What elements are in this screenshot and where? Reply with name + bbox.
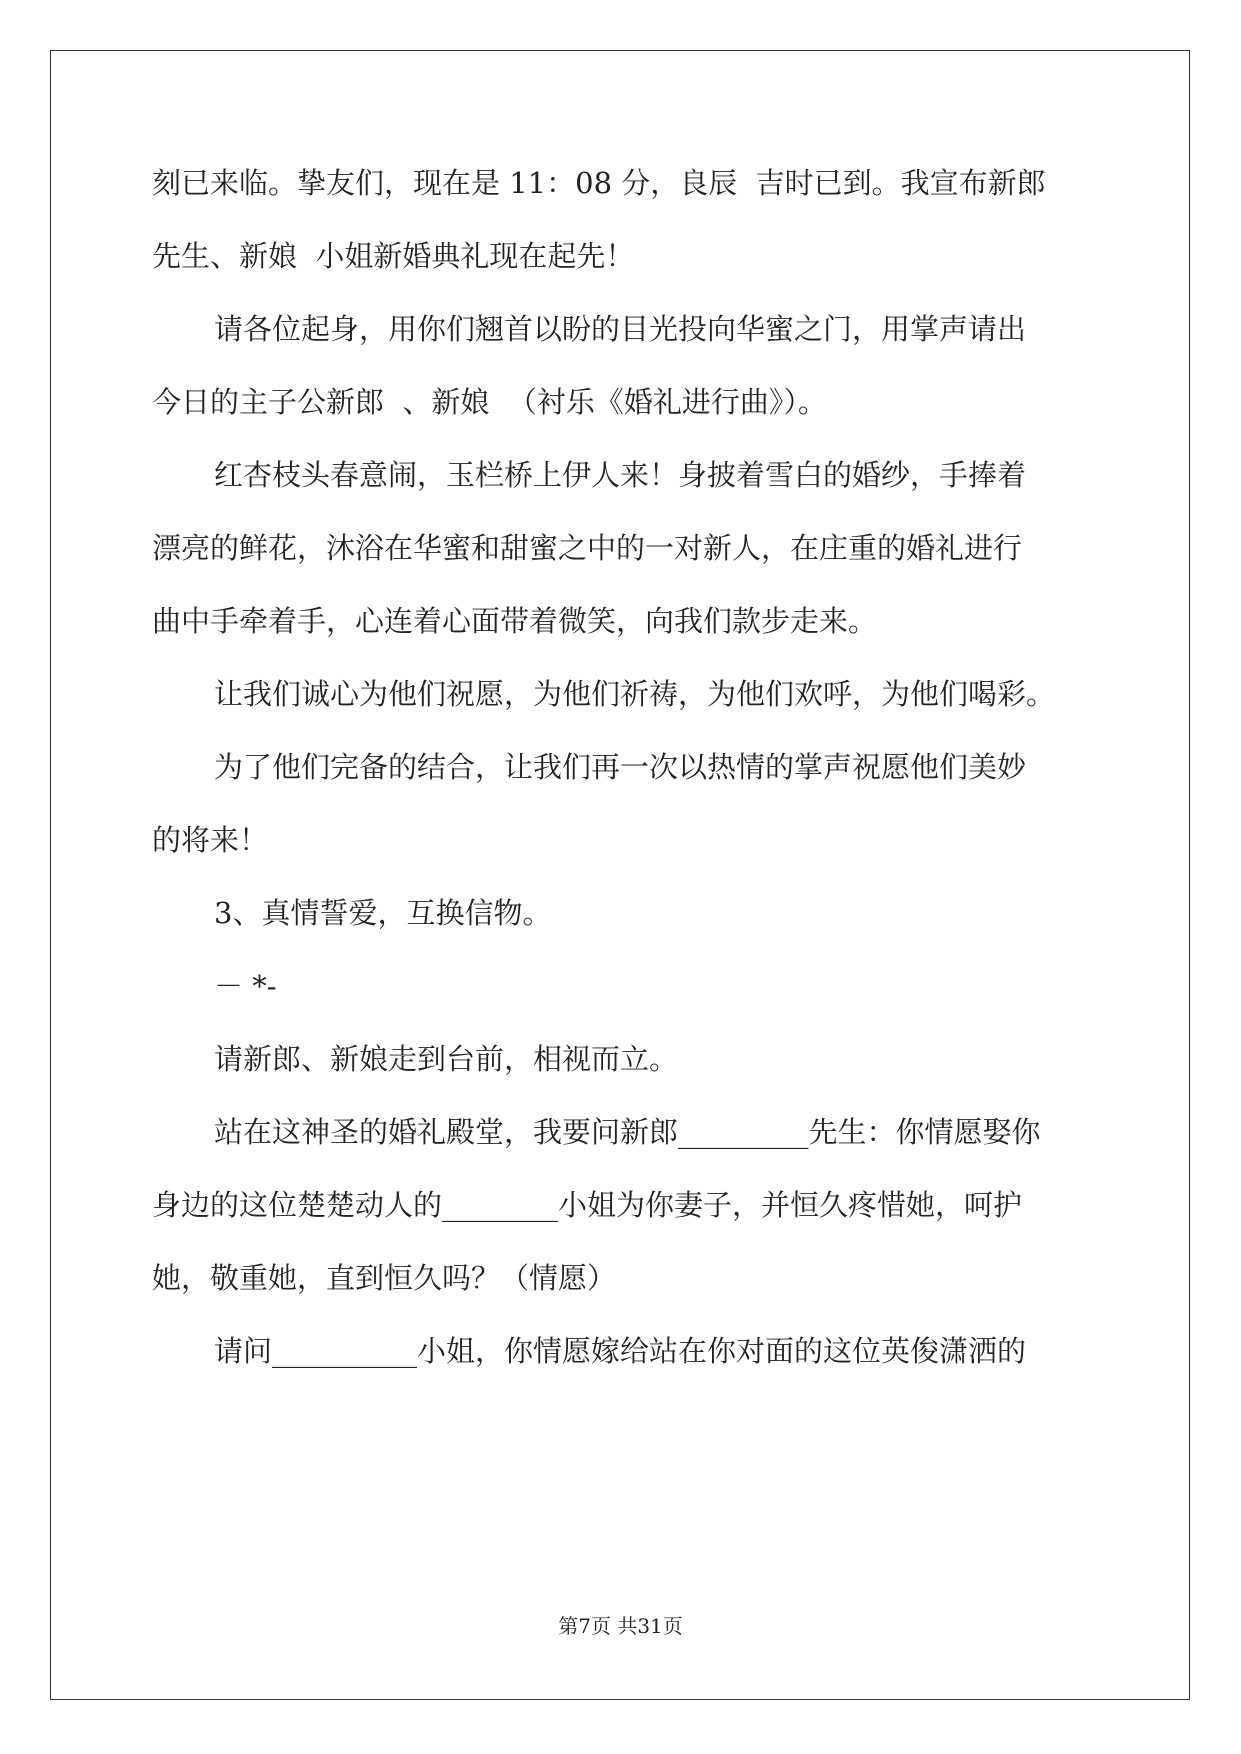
paragraph-line-8: 让我们诚心为他们祝愿，为他们祈祷，为他们欢呼，为他们喝彩。 xyxy=(214,677,1056,711)
section-heading: 3、真情誓爱，互换信物。 xyxy=(214,896,552,930)
page-border xyxy=(50,50,1190,1700)
text-line-4: 今日的主子公新郎 、新娘 （衬乐《婚礼进行曲》）。 xyxy=(152,385,827,419)
paragraph-line-3: 请各位起身，用你们翘首以盼的目光投向华蜜之门，用掌声请出 xyxy=(214,312,1027,346)
separator-mark: － *- xyxy=(214,969,277,1003)
paragraph-line-14: 站在这神圣的婚礼殿堂，我要问新郎_________先生：你情愿娶你 xyxy=(214,1115,1041,1149)
paragraph-line-17: 请问__________小姐，你情愿嫁给站在你对面的这位英俊潇洒的 xyxy=(214,1334,1027,1368)
text-line-6: 漂亮的鲜花，沐浴在华蜜和甜蜜之中的一对新人，在庄重的婚礼进行 xyxy=(152,531,1023,565)
text-line-15: 身边的这位楚楚动人的________小姐为你妻子，并恒久疼惜她，呵护 xyxy=(152,1188,1023,1222)
text-line-16: 她，敬重她，直到恒久吗？（情愿） xyxy=(152,1261,617,1295)
text-line-10: 的将来！ xyxy=(152,823,269,857)
page-number-footer: 第7页 共31页 xyxy=(558,1614,683,1638)
text-line-2: 先生、新娘 小姐新婚典礼现在起先！ xyxy=(152,239,635,273)
paragraph-line-13: 请新郎、新娘走到台前，相视而立。 xyxy=(214,1042,679,1076)
text-line-7: 曲中手牵着手，心连着心面带着微笑，向我们款步走来。 xyxy=(152,604,878,638)
text-line-1: 刻已来临。挚友们，现在是 11：08 分，良辰 吉时已到。我宣布新郎 xyxy=(152,166,1046,200)
paragraph-line-9: 为了他们完备的结合，让我们再一次以热情的掌声祝愿他们美妙 xyxy=(214,750,1027,784)
paragraph-line-5: 红杏枝头春意闹，玉栏桥上伊人来！身披着雪白的婚纱，手捧着 xyxy=(214,458,1027,492)
